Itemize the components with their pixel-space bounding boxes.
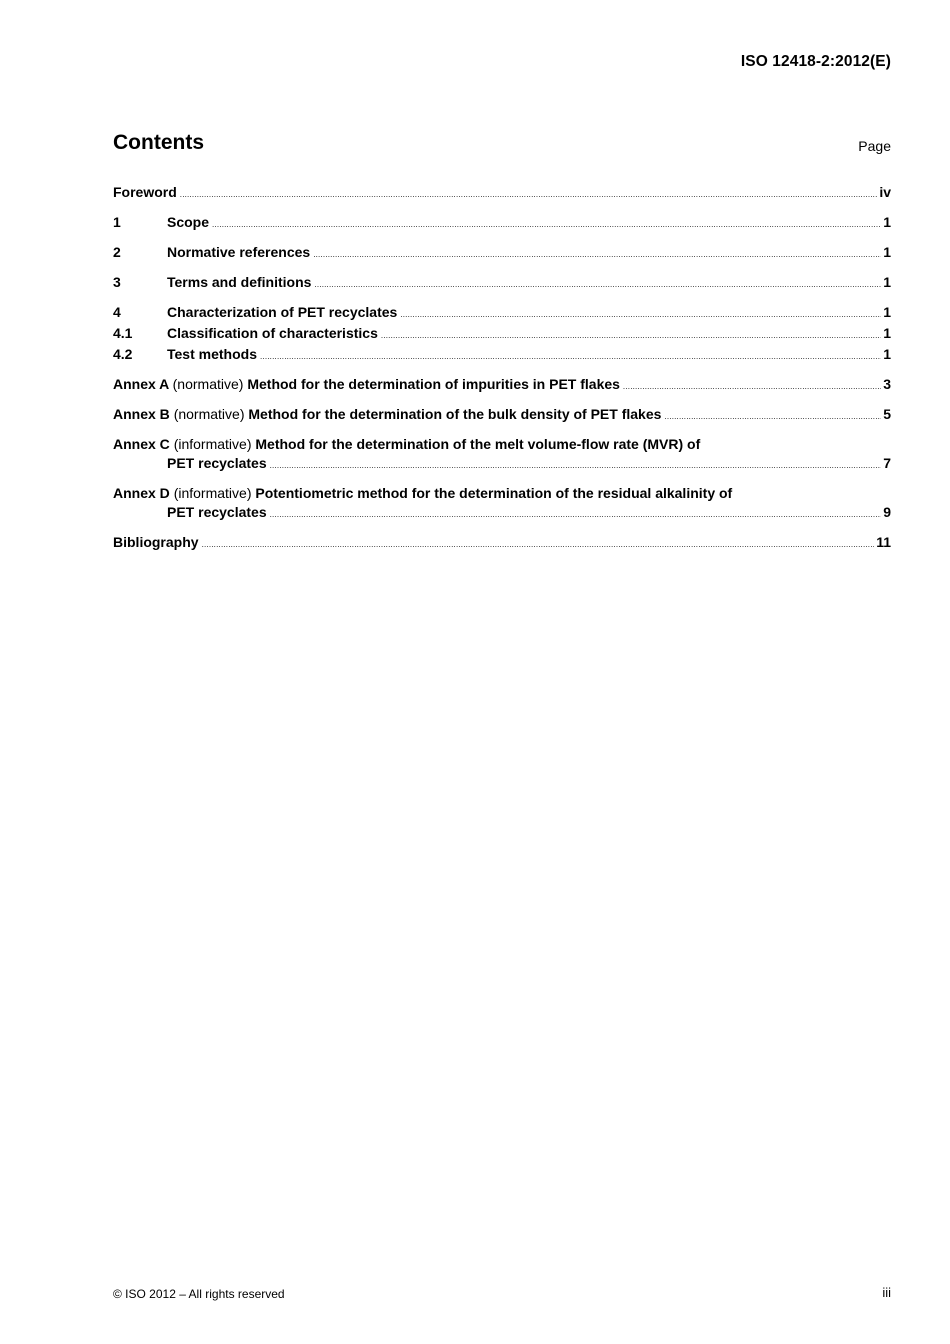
annex-type: (informative) [173,436,252,452]
toc-page: 5 [883,406,891,422]
toc-title: Test methods [167,346,257,362]
toc-title: Method for the determination of impurities in PET flakes [247,376,620,392]
toc-entry-test-methods[interactable] [113,345,891,366]
dot-leader [180,185,878,204]
page-column-label: Page [858,138,891,154]
toc-title: Scope [167,214,210,230]
toc-page: 1 [883,214,891,230]
dot-leader [270,505,882,524]
toc-page: 1 [883,304,891,320]
toc-title-line2: PET recyclates [167,455,267,471]
dot-leader [202,535,875,554]
annex-type: (normative) [172,376,244,392]
toc-title: Terms and definitions [167,274,312,290]
toc-title: Method for the determination of the bulk density of PET flakes [248,406,662,422]
toc-entry-terms-definitions[interactable] [113,273,891,294]
toc-page: 11 [876,534,891,550]
toc-entry-classification[interactable] [113,324,891,345]
toc-page: 1 [883,274,891,290]
toc-page: 1 [883,325,891,341]
toc-page: 9 [883,504,891,520]
toc-number: 4.2 [113,346,133,362]
dot-leader [664,407,881,426]
toc-number: 1 [113,214,121,230]
toc-number: 4.1 [113,325,133,341]
annex-label: Annex C [113,436,170,452]
toc-entry-annex-b[interactable] [113,405,891,426]
toc-title: Characterization of PET recyclates [167,304,398,320]
toc-page: 3 [883,376,891,392]
toc-title-line2: PET recyclates [167,504,267,520]
dot-leader [381,326,881,345]
page-title: Contents [113,131,204,154]
footer-copyright: © ISO 2012 – All rights reserved [113,1287,285,1301]
toc-page: 7 [883,455,891,471]
annex-label: Annex D [113,485,170,501]
dot-leader [400,305,881,324]
toc-number: 3 [113,274,121,290]
toc-entry-bibliography[interactable] [113,533,891,554]
toc-title: Classification of characteristics [167,325,378,341]
annex-type: (informative) [173,485,252,501]
toc-entry-scope[interactable] [113,213,891,234]
dot-leader [260,347,881,366]
toc-page: iv [879,184,891,200]
annex-type: (normative) [173,406,245,422]
toc-number: 2 [113,244,121,260]
toc-entry-annex-a[interactable] [113,375,891,396]
toc-entry-normative-references[interactable] [113,243,891,264]
toc-entry-annex-c[interactable] [113,435,891,475]
toc-title-line1: Potentiometric method for the determination of the residual alkalinity of [255,485,733,501]
toc-title: Bibliography [113,534,199,550]
dot-leader [313,245,881,264]
annex-label: Annex A [113,376,169,392]
table-of-contents [113,183,891,554]
toc-entry-annex-d[interactable] [113,484,891,524]
toc-title: Normative references [167,244,311,260]
dot-leader [212,215,881,234]
toc-entry-characterization[interactable] [113,303,891,324]
toc-page: 1 [883,346,891,362]
document-id: ISO 12418-2:2012(E) [740,53,891,70]
toc-entry-foreword[interactable] [113,183,891,204]
dot-leader [314,275,881,294]
toc-title-line1: Method for the determination of the melt volume-flow rate (MVR) of [255,436,701,452]
dot-leader [270,456,882,475]
dot-leader [623,377,881,396]
toc-title: Foreword [113,184,177,200]
toc-page: 1 [883,244,891,260]
toc-number: 4 [113,304,121,320]
annex-label: Annex B [113,406,170,422]
footer-page-number: iii [882,1285,891,1300]
